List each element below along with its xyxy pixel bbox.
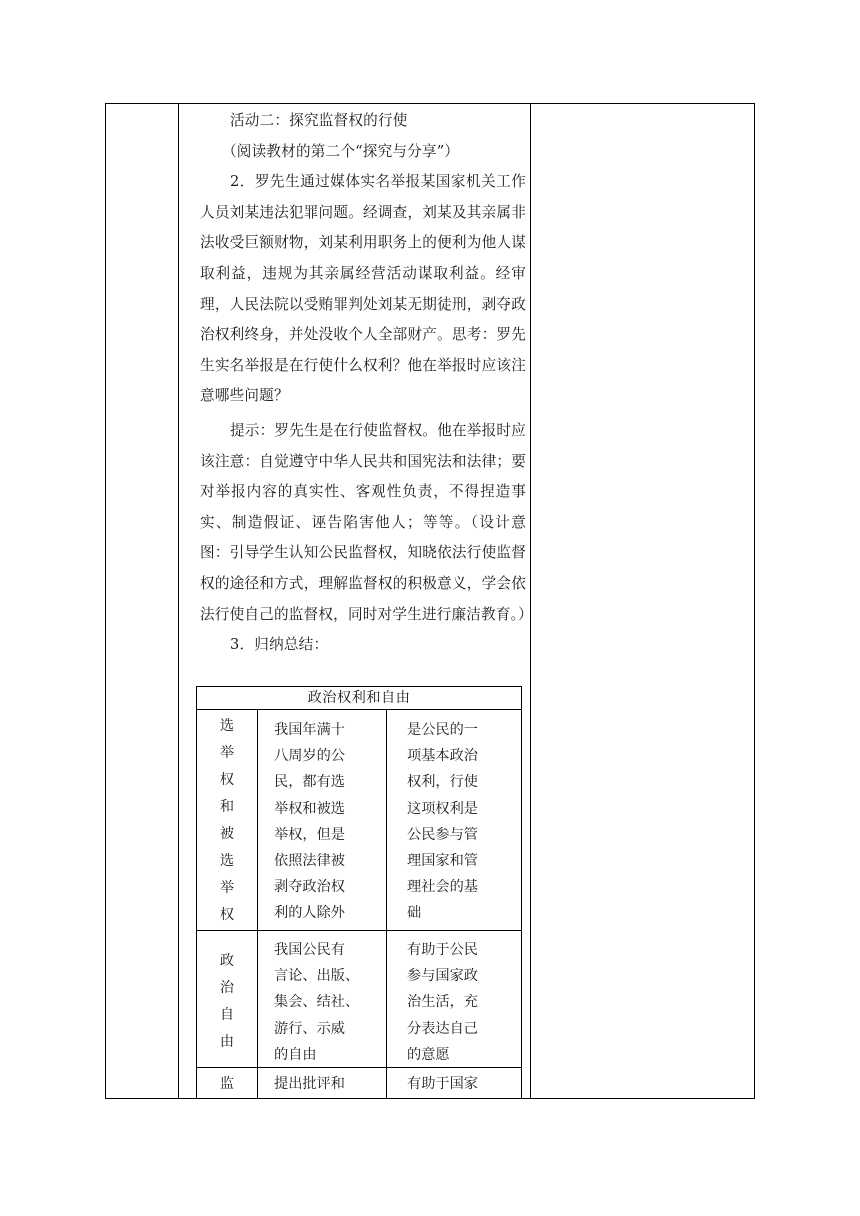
hint-paragraph: 提示：罗先生是在行使监督权。他在举报时应该注意：自觉遵守中华人民共和国宪法和法律；要对举报内容的真实性、客观性负责，不得捏造事实、制造假证、诬告陷害他人；等等。（设计意图：引导学生认知公民监督权，知晓依法行使监督权的途径和方式，理解监督权的积极意义，学会依法行使自己的监督权，同时对学生进行廉洁教育。） [200, 421, 533, 623]
rights-summary-table [196, 686, 522, 1099]
content-line: 游行、示威 [274, 1020, 345, 1037]
right-name-char: 自 [219, 1007, 235, 1023]
content-line: 我国年满十 [274, 722, 345, 738]
right-name-cell [197, 931, 258, 1067]
right-name-cell [197, 1068, 258, 1099]
meaning-line: 权利，行使 [407, 774, 478, 791]
right-name-char: 和 [219, 799, 235, 815]
right-content-cell [258, 1068, 387, 1099]
right-meaning-cell [387, 710, 521, 930]
content-line: 的自由 [274, 1046, 317, 1063]
content-line: 民，都有选 [274, 774, 345, 791]
content-line: 言论、出版、 [274, 968, 360, 985]
right-name-char: 由 [219, 1034, 235, 1050]
meaning-line: 理社会的基 [407, 879, 478, 896]
right-name-cell [197, 710, 258, 930]
content-line: 依照法律被 [274, 853, 345, 870]
right-name-char: 治 [219, 980, 235, 996]
meaning-line: 的意愿 [407, 1046, 450, 1063]
meaning-line: 是公民的一 [407, 722, 478, 738]
meaning-line: 础 [407, 905, 422, 922]
summary-table-title: 政治权利和自由 [197, 687, 521, 710]
content-line: 集会、结社、 [274, 994, 360, 1011]
content-line: 举权，但是 [274, 826, 345, 843]
meaning-line: 有助于公民 [407, 942, 478, 958]
content-line: 利的人除外 [274, 905, 345, 922]
right-name-char: 政 [219, 953, 235, 969]
question-2: 2．罗先生通过媒体实名举报某国家机关工作人员刘某违法犯罪问题。经调查，刘某及其亲属非法收受巨额财物，刘某利用职务上的便利为他人谋取利益，违规为其亲属经营活动谋取利益。经审理，人民法院以受贿罪判处刘某无期徒刑，剥夺政治权利终身，并处没收个人全部财产。思考：罗先生实名举报是在行使什么权利？他在举报时应该注意哪些问题？ [200, 173, 526, 405]
meaning-line: 分表达自己 [407, 1020, 478, 1037]
content-line: 我国公民有 [274, 942, 345, 958]
right-content-cell [258, 931, 387, 1067]
meaning-line: 这项权利是 [407, 800, 478, 817]
activity-content [200, 106, 533, 661]
right-name-char: 权 [219, 907, 235, 923]
right-meaning-cell [387, 931, 521, 1067]
meaning-line: 理国家和管 [407, 853, 478, 870]
right-name-char: 监 [219, 1076, 235, 1092]
column-divider-2 [530, 104, 531, 1098]
right-content-cell [258, 710, 387, 930]
content-line: 提出批评和 [274, 1076, 345, 1092]
table-row [197, 1068, 521, 1099]
question-3: 3．归纳总结： [230, 636, 329, 654]
right-name-char: 举 [219, 745, 235, 761]
content-line: 剥夺政治权 [274, 879, 345, 896]
right-meaning-cell [387, 1068, 521, 1099]
activity-note: （阅读教材的第二个“探究与分享”） [222, 142, 460, 160]
meaning-line: 项基本政治 [407, 748, 478, 765]
right-name-char: 权 [219, 772, 235, 788]
content-line: 八周岁的公 [274, 748, 345, 765]
right-name-char: 举 [219, 880, 235, 896]
right-name-char: 选 [219, 853, 235, 869]
right-name-char: 被 [219, 826, 235, 842]
table-row [197, 710, 521, 931]
content-line: 举权和被选 [274, 800, 345, 817]
activity-title: 活动二：探究监督权的行使 [230, 112, 408, 129]
meaning-line: 有助于国家 [407, 1076, 478, 1092]
meaning-line: 参与国家政 [407, 968, 478, 985]
right-name-char: 选 [219, 718, 235, 734]
table-row [197, 931, 521, 1068]
meaning-line: 公民参与管 [407, 826, 478, 843]
column-divider-1 [178, 104, 179, 1098]
meaning-line: 治生活，充 [407, 994, 478, 1011]
